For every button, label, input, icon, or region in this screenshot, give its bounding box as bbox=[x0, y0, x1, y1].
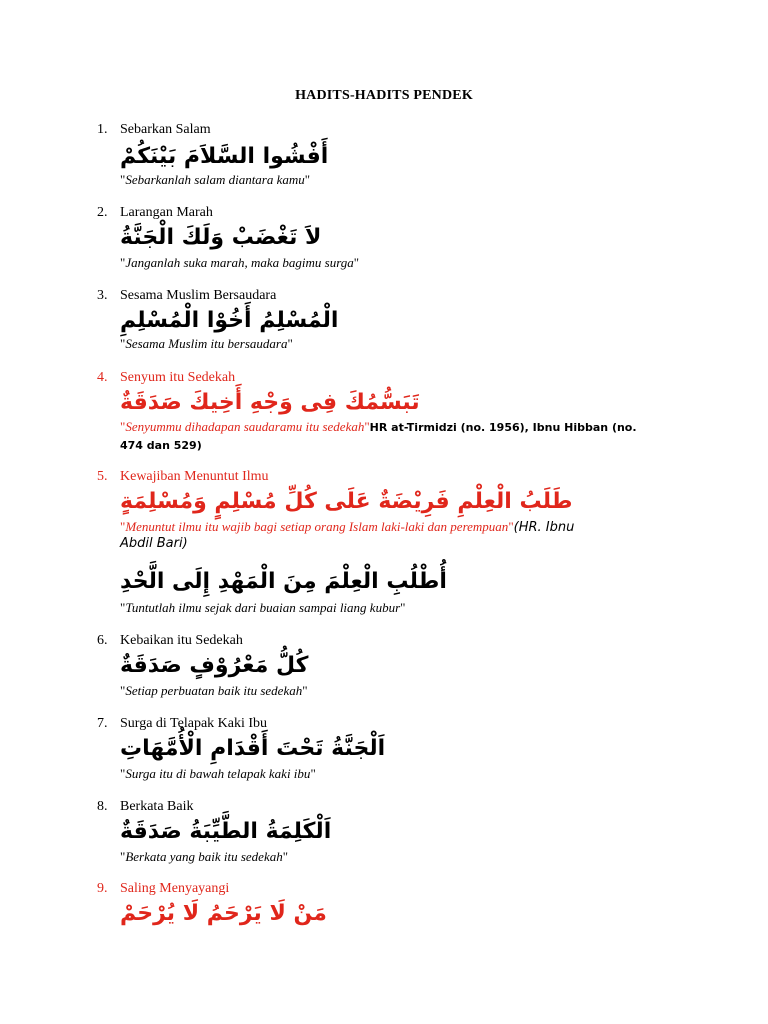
item-heading: Senyum itu Sedekah bbox=[120, 370, 236, 385]
item-heading: Kebaikan itu Sedekah bbox=[120, 633, 243, 648]
item-number: 1. bbox=[97, 122, 108, 137]
item-number: 4. bbox=[97, 370, 108, 385]
item-heading: Larangan Marah bbox=[120, 205, 213, 220]
hadith-source: HR at-Tirmidzi (no. 1956), Ibnu Hibban (no. bbox=[369, 421, 637, 434]
arabic-text-secondary: أُطْلُبِ الْعِلْمَ مِنَ الْمَهْدِ إِلَى الَّحْدِ bbox=[120, 569, 447, 594]
item-heading: Saling Menyayangi bbox=[120, 881, 230, 896]
translation: "Setiap perbuatan baik itu sedekah" bbox=[120, 683, 308, 698]
item-number: 7. bbox=[97, 716, 108, 731]
translation: "Surga itu di bawah telapak kaki ibu" bbox=[120, 766, 316, 781]
item-heading: Sesama Muslim Bersaudara bbox=[120, 288, 277, 303]
arabic-text: كُلُّ مَعْرُوْفٍ صَدَقَةٌ bbox=[120, 653, 309, 678]
arabic-text: أَفْشُوا السَّلاَمَ بَيْنَكُمْ bbox=[120, 144, 329, 169]
arabic-text: لاَ تَغْضَبْ وَلَكَ الْجَنَّةُ bbox=[120, 225, 322, 250]
translation: "Sebarkanlah salam diantara kamu" bbox=[120, 172, 311, 187]
item-heading: Surga di Telapak Kaki Ibu bbox=[120, 716, 268, 731]
translation: "Menuntut ilmu itu wajib bagi setiap orang Islam laki-laki dan perempuan"(HR. Ibnu bbox=[120, 519, 575, 535]
item-heading: Kewajiban Menuntut Ilmu bbox=[120, 469, 269, 484]
arabic-text: طَلَبُ الْعِلْمِ فَرِيْضَةٌ عَلَى كُلِّ مُسْلِمٍ وَمُسْلِمَةٍ bbox=[120, 489, 573, 514]
page-title: HADITS-HADITS PENDEK bbox=[295, 88, 473, 103]
hadith-source: (HR. Ibnu bbox=[513, 520, 575, 535]
arabic-text: اَلْجَنَّةُ تَحْتَ أَقْدَامِ الْأُمَّهَاتِ bbox=[120, 736, 386, 761]
arabic-text: اَلْكَلِمَةُ الطَّيِّبَةُ صَدَقَةٌ bbox=[120, 819, 332, 844]
item-number: 5. bbox=[97, 469, 108, 484]
item-heading: Sebarkan Salam bbox=[120, 122, 211, 137]
translation-secondary: "Tuntutlah ilmu sejak dari buaian sampai liang kubur" bbox=[120, 600, 406, 615]
translation-continued: Abdil Bari) bbox=[120, 536, 188, 551]
item-number: 9. bbox=[97, 881, 108, 896]
item-number: 2. bbox=[97, 205, 108, 220]
translation: "Berkata yang baik itu sedekah" bbox=[120, 849, 289, 864]
item-number: 8. bbox=[97, 799, 108, 814]
translation-continued: 474 dan 529) bbox=[120, 439, 202, 452]
translation: "Janganlah suka marah, maka bagimu surga" bbox=[120, 255, 360, 270]
item-number: 6. bbox=[97, 633, 108, 648]
arabic-text: الْمُسْلِمُ أَخُوْا الْمُسْلِمِ bbox=[120, 308, 339, 333]
translation: "Sesama Muslim itu bersaudara" bbox=[120, 336, 293, 351]
arabic-text: مَنْ لَا يَرْحَمُ لَا يُرْحَمْ bbox=[120, 901, 327, 926]
item-number: 3. bbox=[97, 288, 108, 303]
item-heading: Berkata Baik bbox=[120, 799, 194, 814]
arabic-text: تَبَسُّمُكَ فِى وَجْهِ أَخِيكَ صَدَقَةٌ bbox=[120, 390, 420, 415]
translation: "Senyummu dihadapan saudaramu itu sedekah"HR at-Tirmidzi (no. 1956), Ibnu Hibban (no. bbox=[120, 419, 637, 434]
